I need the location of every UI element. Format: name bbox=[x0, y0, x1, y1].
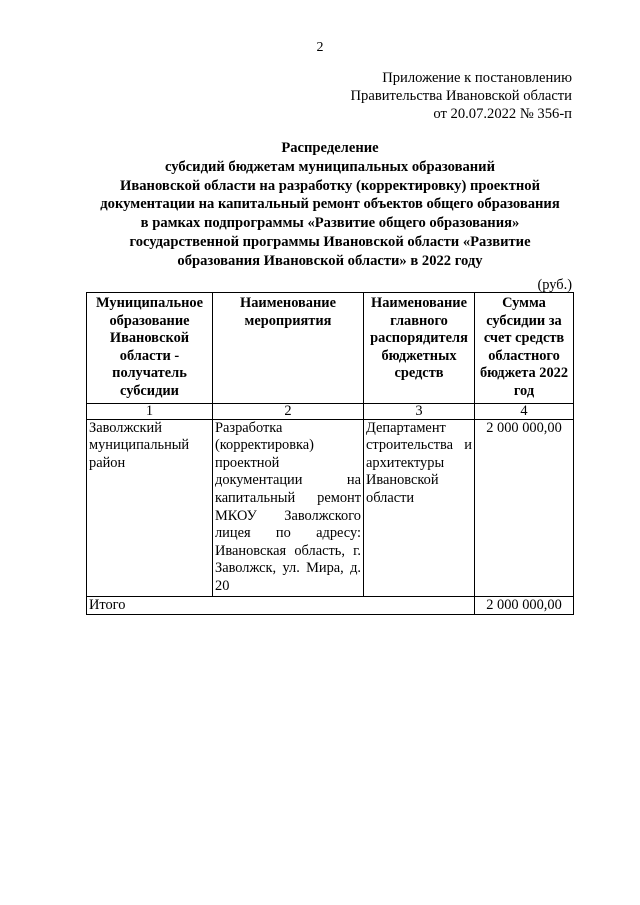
page-number: 2 bbox=[316, 40, 324, 55]
title-line: в рамках подпрограммы «Развитие общего образования» bbox=[140, 215, 520, 232]
table-header-row bbox=[87, 293, 574, 404]
cell-administrator: Департамент строительства и архитектуры Ивановской области bbox=[364, 419, 475, 596]
table-row bbox=[87, 419, 574, 596]
header-activity: Наименование мероприятия bbox=[213, 293, 364, 404]
total-row bbox=[87, 596, 574, 615]
title-line: образования Ивановской области» в 2022 году bbox=[177, 252, 483, 269]
appendix-line: Правительства Ивановской области bbox=[350, 88, 572, 104]
column-number: 2 bbox=[213, 403, 364, 419]
column-number: 4 bbox=[475, 403, 574, 419]
header-amount: Сумма субсидии за счет средств областного бюджета 2022 год bbox=[475, 293, 574, 404]
appendix-line: от 20.07.2022 № 356-п bbox=[433, 106, 572, 122]
document-title bbox=[60, 139, 600, 271]
appendix-line: Приложение к постановлению bbox=[382, 70, 572, 86]
column-number: 3 bbox=[364, 403, 475, 419]
column-number-row bbox=[87, 403, 574, 419]
distribution-table bbox=[86, 292, 574, 615]
title-line: Распределение bbox=[281, 140, 379, 156]
cell-municipality: Заволжский муниципальный район bbox=[87, 419, 213, 596]
title-line: государственной программы Ивановской области «Развитие bbox=[129, 233, 531, 250]
column-number: 1 bbox=[87, 403, 213, 419]
cell-activity: Разработка (корректировка) проектной документации на капитальный ремонт МКОУ Заволжского лицея по адресу: Ивановская область, г. Заволжск, ул. Мира, д. 20 bbox=[213, 419, 364, 596]
header-administrator: Наименование главного распорядителя бюджетных средств bbox=[364, 293, 475, 404]
title-line: Ивановской области на разработку (корректировку) проектной bbox=[120, 177, 540, 194]
currency-unit: (руб.) bbox=[537, 277, 572, 293]
title-line: субсидий бюджетам муниципальных образований bbox=[165, 158, 495, 175]
total-amount: 2 000 000,00 bbox=[475, 596, 574, 615]
cell-amount: 2 000 000,00 bbox=[475, 419, 574, 596]
appendix-note bbox=[351, 69, 572, 123]
header-municipality: Муниципальное образование Ивановской области - получатель субсидии bbox=[87, 293, 213, 404]
title-line: документации на капитальный ремонт объектов общего образования bbox=[100, 196, 560, 213]
total-label: Итого bbox=[87, 596, 475, 615]
